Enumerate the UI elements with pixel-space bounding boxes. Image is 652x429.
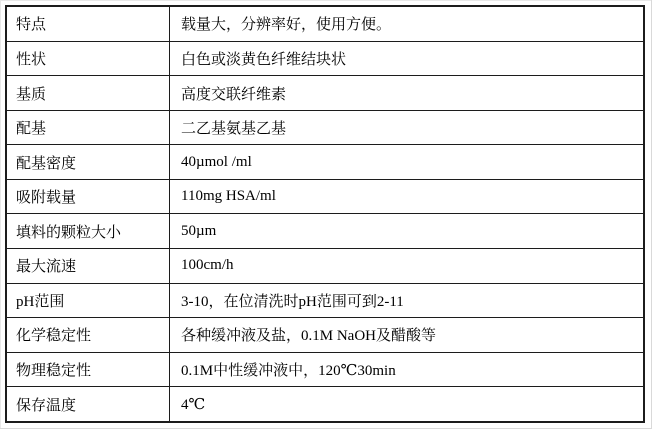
row-value: 40µmol /ml <box>170 145 645 180</box>
table-row <box>6 41 644 76</box>
row-value: 3-10，在位清洗时pH范围可到2-11 <box>170 283 645 318</box>
table-row <box>6 110 644 145</box>
row-value: 0.1M中性缓冲液中，120℃30min <box>170 352 645 387</box>
table-row <box>6 179 644 214</box>
spec-table <box>5 5 645 423</box>
row-label: 性状 <box>6 41 170 76</box>
row-label: pH范围 <box>6 283 170 318</box>
row-label: 最大流速 <box>6 249 170 284</box>
row-label: 填料的颗粒大小 <box>6 214 170 249</box>
table-row <box>6 145 644 180</box>
table-row <box>6 76 644 111</box>
row-value: 各种缓冲液及盐，0.1M NaOH及醋酸等 <box>170 318 645 353</box>
row-value: 高度交联纤维素 <box>170 76 645 111</box>
row-value: 50µm <box>170 214 645 249</box>
table-row <box>6 387 644 422</box>
table-row <box>6 249 644 284</box>
row-value: 白色或淡黄色纤维结块状 <box>170 41 645 76</box>
row-value: 110mg HSA/ml <box>170 179 645 214</box>
row-label: 配基 <box>6 110 170 145</box>
row-value: 载量大，分辨率好，使用方便。 <box>170 6 645 41</box>
row-label: 保存温度 <box>6 387 170 422</box>
table-row <box>6 352 644 387</box>
row-value: 二乙基氨基乙基 <box>170 110 645 145</box>
table-row <box>6 6 644 41</box>
table-row <box>6 318 644 353</box>
row-label: 配基密度 <box>6 145 170 180</box>
table-row <box>6 283 644 318</box>
row-label: 化学稳定性 <box>6 318 170 353</box>
row-label: 吸附载量 <box>6 179 170 214</box>
row-value: 4℃ <box>170 387 645 422</box>
row-label: 特点 <box>6 6 170 41</box>
row-label: 基质 <box>6 76 170 111</box>
row-label: 物理稳定性 <box>6 352 170 387</box>
row-value: 100cm/h <box>170 249 645 284</box>
table-row <box>6 214 644 249</box>
